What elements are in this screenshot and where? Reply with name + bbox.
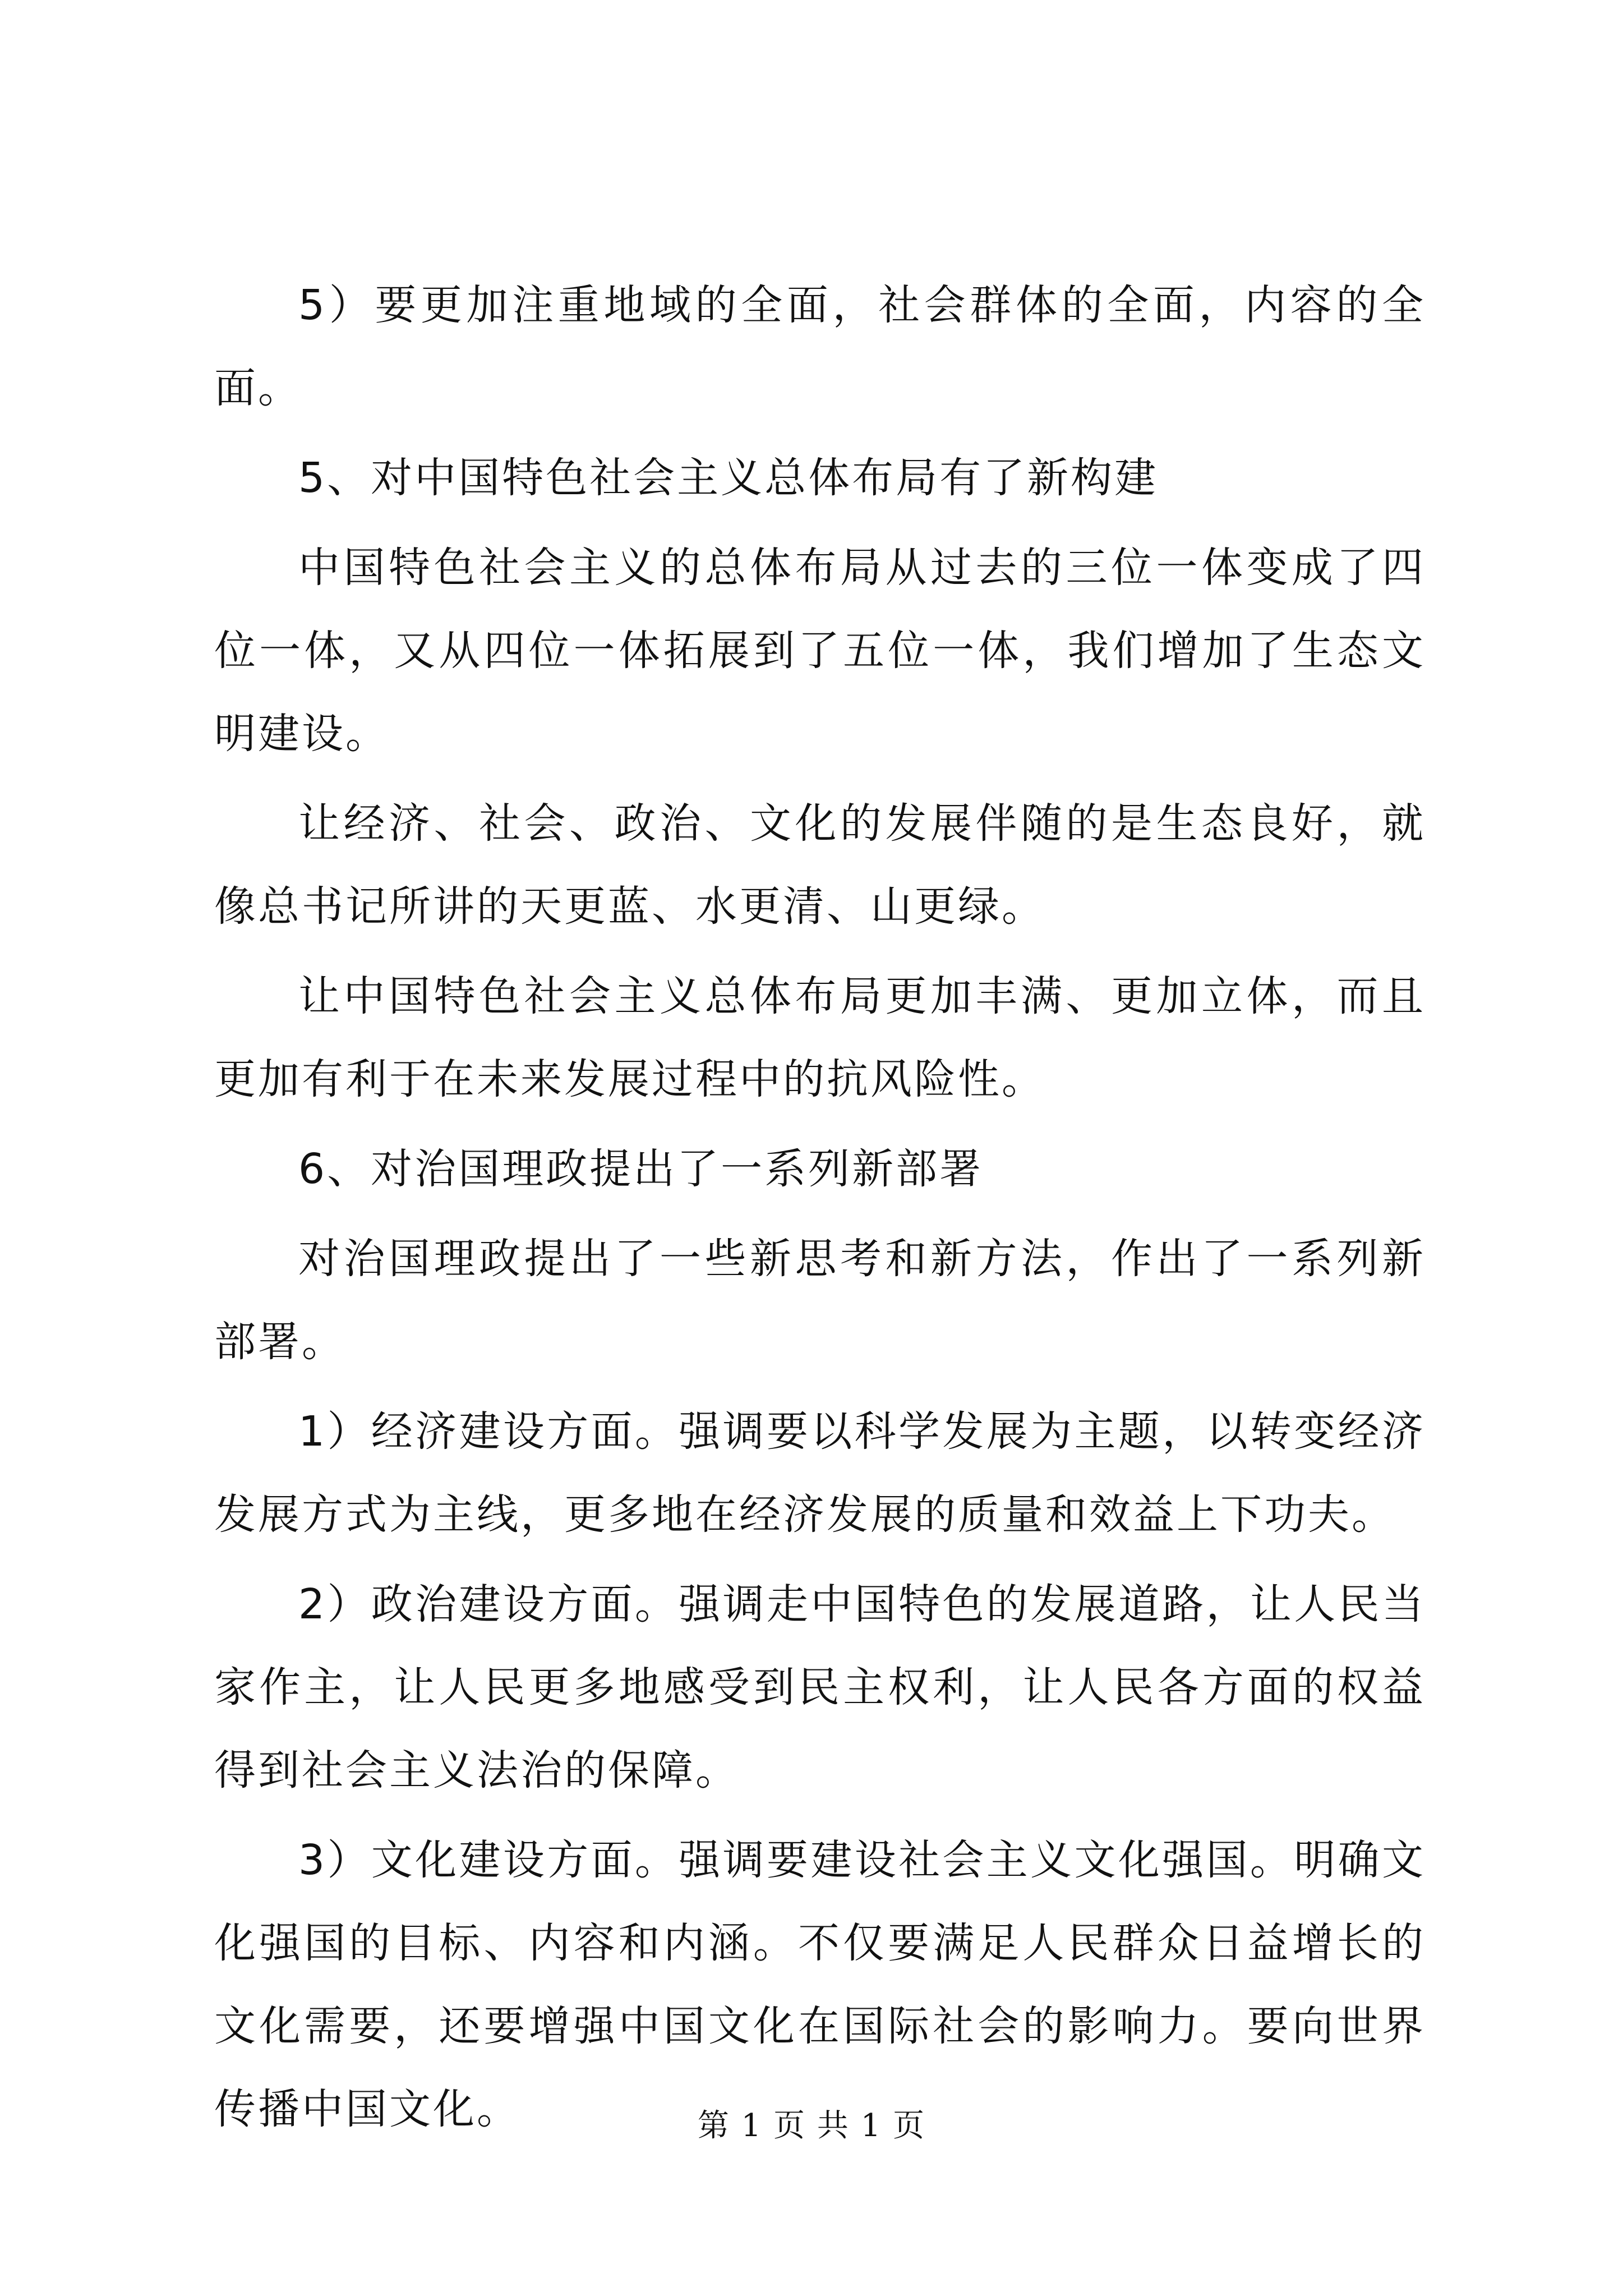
paragraph: 2）政治建设方面。强调走中国特色的发展道路，让人民当家作主，让人民更多地感受到民主权利，让人民各方面的权益得到社会主义法治的保障。 <box>214 1580 1426 1795</box>
paragraph: 中国特色社会主义的总体布局从过去的三位一体变成了四位一体，又从四位一体拓展到了五位一体，我们增加了生态文明建设。 <box>214 544 1426 758</box>
paragraph: 让经济、社会、政治、文化的发展伴随的是生态良好，就像总书记所讲的天更蓝、水更清、山更绿。 <box>214 799 1426 931</box>
section-heading: 5、对中国特色社会主义总体布局有了新构建 <box>298 454 1159 502</box>
page-footer: 第 1 页 共 1 页 <box>697 2108 926 2144</box>
section-heading: 6、对治国理政提出了一系列新部署 <box>298 1145 984 1193</box>
paragraph: 对治国理政提出了一些新思考和新方法，作出了一系列新部署。 <box>214 1235 1426 1366</box>
document-body <box>214 264 1426 2157</box>
paragraph: 让中国特色社会主义总体布局更加丰满、更加立体，而且更加有利于在未来发展过程中的抗风险性。 <box>214 972 1426 1103</box>
paragraph: 1）经济建设方面。强调要以科学发展为主题，以转变经济发展方式为主线，更多地在经济发展的质量和效益上下功夫。 <box>214 1407 1426 1539</box>
paragraph: 3）文化建设方面。强调要建设社会主义文化强国。明确文化强国的目标、内容和内涵。不仅要满足人民群众日益增长的文化需要，还要增强中国文化在国际社会的影响力。要向世界传播中国文化。 <box>214 1836 1426 2133</box>
paragraph: 5）要更加注重地域的全面，社会群体的全面，内容的全面。 <box>214 281 1426 412</box>
